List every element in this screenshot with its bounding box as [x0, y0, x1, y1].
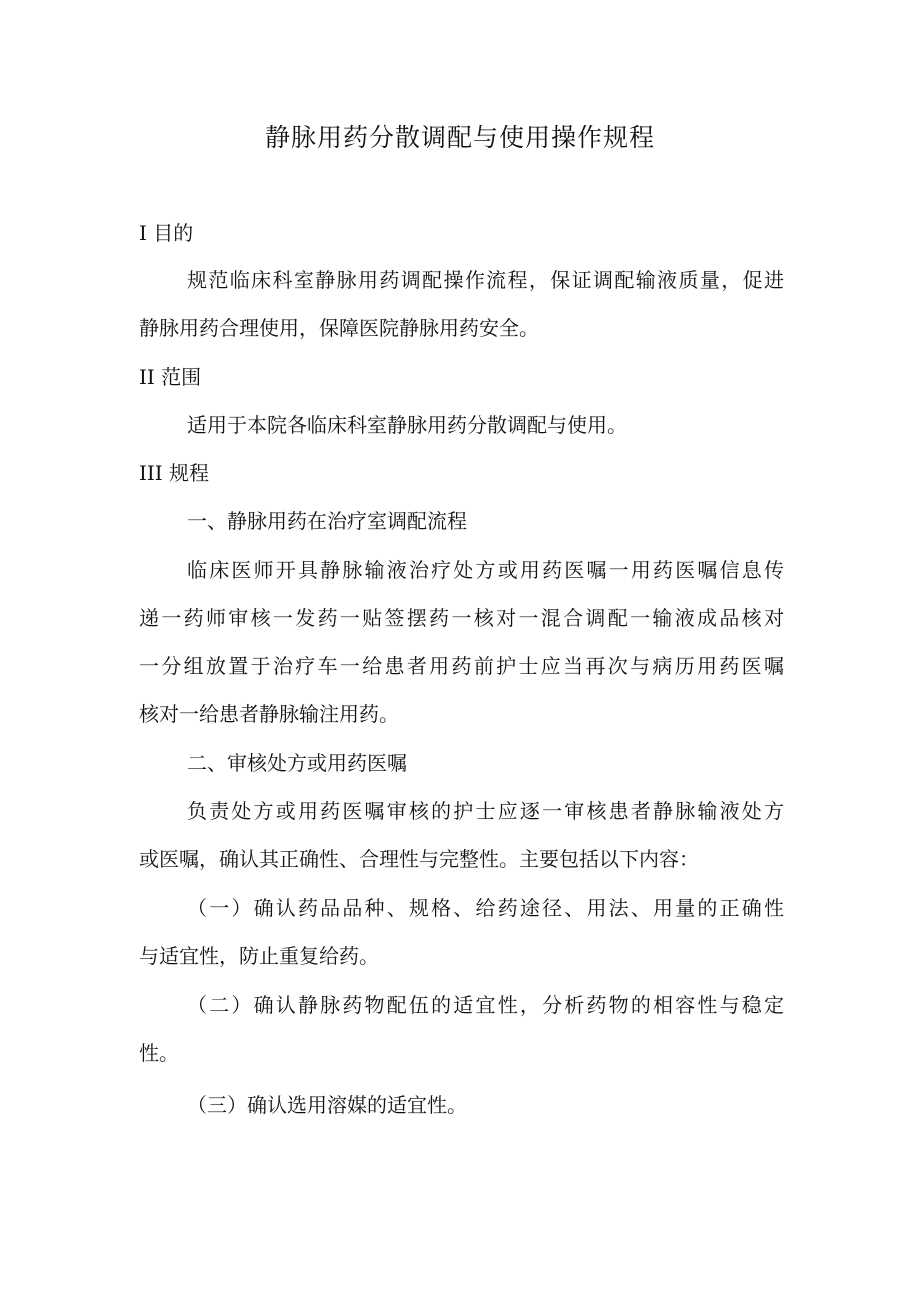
section-heading-scope: II 范围 [139, 365, 202, 389]
list-item-line: （一）确认药品品种、规格、给药途径、用法、用量的正确性 [187, 896, 784, 920]
paragraph-line: 递一药师审核一发药一贴签摆药一核对一混合调配一输液成品核对 [139, 606, 784, 630]
list-item-line: 性。 [139, 1041, 179, 1065]
section-heading-purpose: I 目的 [139, 221, 194, 245]
paragraph-line: 负责处方或用药医嘱审核的护士应逐一审核患者静脉输液处方 [187, 799, 784, 823]
paragraph-line: 核对一给患者静脉输注用药。 [139, 702, 399, 726]
paragraph-line: 一分组放置于治疗车一给患者用药前护士应当再次与病历用药医嘱 [139, 654, 784, 678]
list-item-line: 与适宜性，防止重复给药。 [139, 944, 379, 968]
list-item-line: （二）确认静脉药物配伍的适宜性，分析药物的相容性与稳定 [187, 993, 784, 1017]
paragraph-line: 或医嘱，确认其正确性、合理性与完整性。主要包括以下内容： [139, 847, 699, 871]
list-item-line: （三）确认选用溶媒的适宜性。 [187, 1093, 467, 1117]
paragraph-line: 静脉用药合理使用，保障医院静脉用药安全。 [139, 316, 539, 340]
section-heading-procedure: III 规程 [139, 461, 210, 485]
paragraph-line: 临床医师开具静脉输液治疗处方或用药医嘱一用药医嘱信息传 [187, 558, 784, 582]
document-title: 静脉用药分散调配与使用操作规程 [264, 123, 655, 152]
paragraph-line: 适用于本院各临床科室静脉用药分散调配与使用。 [187, 413, 627, 437]
subsection-heading: 一、静脉用药在治疗室调配流程 [187, 509, 467, 533]
subsection-heading: 二、审核处方或用药医嘱 [187, 751, 407, 775]
paragraph-line: 规范临床科室静脉用药调配操作流程，保证调配输液质量，促进 [187, 268, 784, 292]
